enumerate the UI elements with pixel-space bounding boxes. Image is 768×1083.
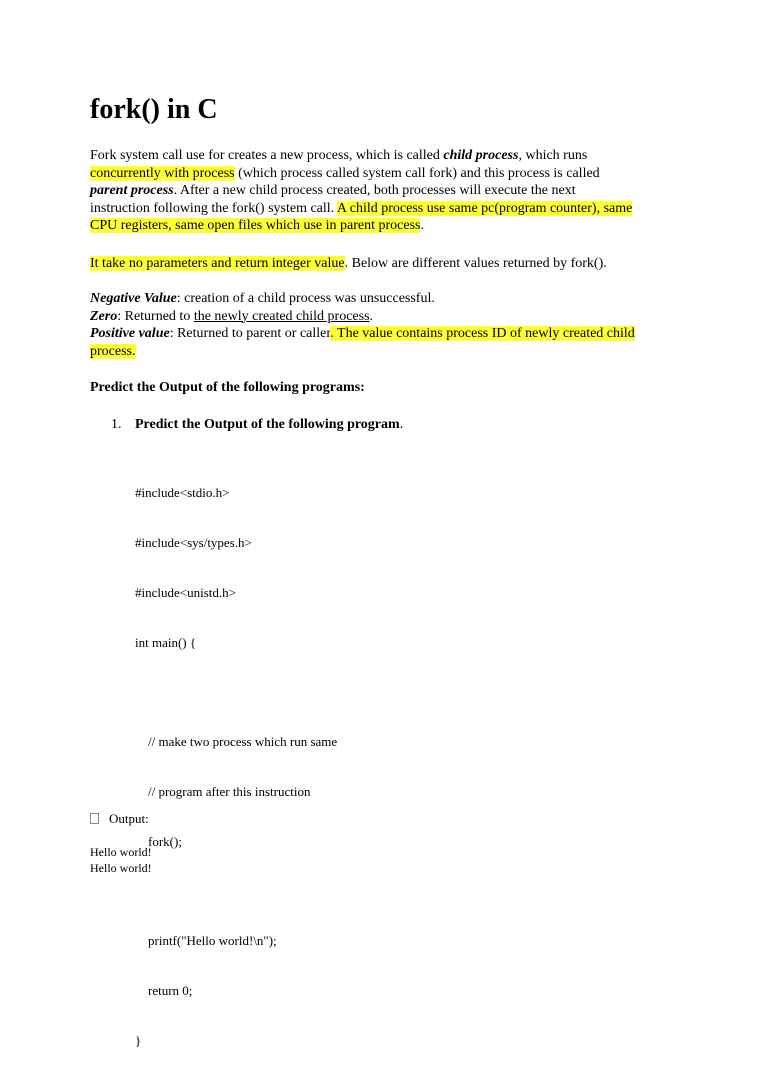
code-line: #include<stdio.h> <box>135 485 230 501</box>
code-line: return 0; <box>135 983 193 998</box>
newly-created-child-link: the newly created child process <box>193 308 370 324</box>
page-title: fork() in C <box>90 94 218 125</box>
zero-value-label: Zero <box>90 308 118 324</box>
code-line: #include<sys/types.h> <box>135 534 252 550</box>
intro-line-3: parent process. After a new child process created, both processes will execute the next <box>90 183 576 199</box>
numbered-list-item: 1. Predict the Output of the following program. <box>111 417 404 432</box>
output-label-line <box>90 810 149 827</box>
code-line: #include<unistd.h> <box>135 584 236 600</box>
highlight-process: process. <box>90 343 136 359</box>
section-heading: Predict the Output of the following programs: <box>90 380 365 395</box>
list-item-title: Predict the Output of the following program <box>135 417 400 432</box>
code-line: // program after this instruction <box>135 783 311 799</box>
intro-line-4: instruction following the fork() system call. A child process use same pc(program counter), same <box>90 200 633 216</box>
code-line: // make two process which run same <box>135 734 338 750</box>
output-line: Hello world! <box>90 845 152 859</box>
zero-value-line: Zero: Returned to the newly created child process. <box>90 308 374 324</box>
return-values-paragraph <box>90 290 690 360</box>
code-block <box>135 452 337 1083</box>
highlight-process-id: . The value contains process ID of newly created child <box>330 326 635 342</box>
child-process-term: child process <box>443 148 519 163</box>
code-line <box>135 684 337 701</box>
params-paragraph: It take no parameters and return integer value. Below are different values returned by fork(). <box>90 256 607 271</box>
highlight-cpu-registers: CPU registers, same open files which use in parent process <box>90 218 421 234</box>
list-number: 1. <box>111 417 122 432</box>
intro-line-5: CPU registers, same open files which use in parent process. <box>90 218 424 234</box>
output-block <box>90 845 152 876</box>
output-label: Output: <box>109 811 149 826</box>
intro-line-2: concurrently with process (which process called system call fork) and this process is called <box>90 165 600 181</box>
parent-process-term: parent process <box>90 183 174 199</box>
highlight-no-parameters: It take no parameters and return integer value <box>90 256 345 271</box>
bullet-box-icon <box>90 813 99 824</box>
code-line <box>135 883 337 900</box>
code-line: } <box>135 1032 142 1048</box>
output-line: Hello world! <box>90 860 152 875</box>
highlight-same-pc: A child process use same pc(program counter), same <box>336 200 633 216</box>
positive-value-line: Positive value: Returned to parent or caller. The value contains process ID of newly created child <box>90 326 635 342</box>
code-line: printf("Hello world!\n"); <box>135 933 277 949</box>
code-line: int main() { <box>135 634 197 650</box>
code-line: fork(); <box>135 833 182 849</box>
intro-line-1: Fork system call use for creates a new process, which is called child process, which runs <box>90 148 588 163</box>
intro-paragraph <box>90 147 690 235</box>
positive-value-label: Positive value <box>90 326 170 342</box>
highlight-concurrently: concurrently with process <box>90 165 235 181</box>
negative-value-line: Negative Value: creation of a child process was unsuccessful. <box>90 291 435 306</box>
negative-value-label: Negative Value <box>90 291 177 306</box>
